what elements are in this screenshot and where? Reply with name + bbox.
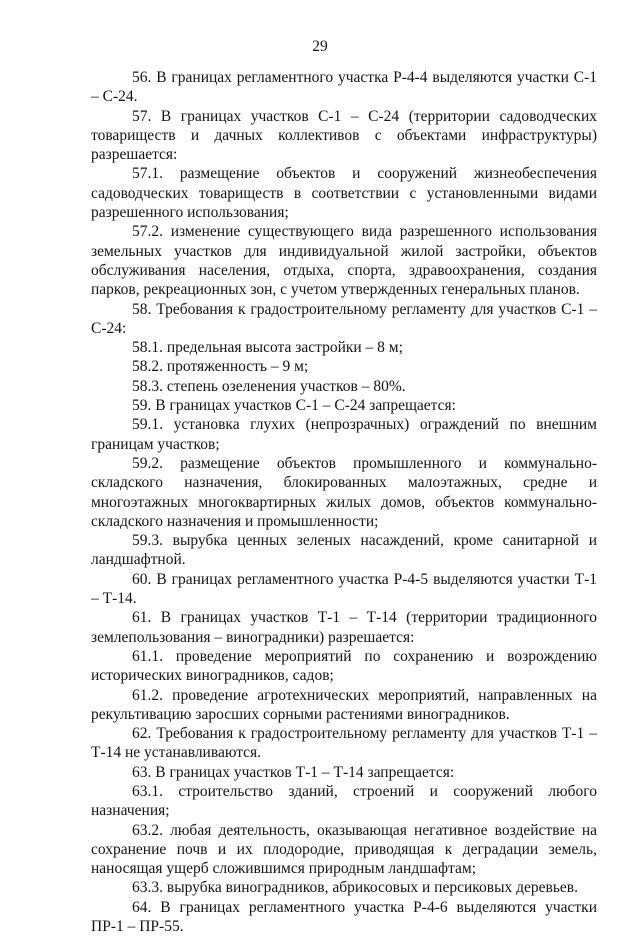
paragraph-61-1: 61.1. проведение мероприятий по сохранению и возрождению исторических виноградников, садов; (91, 647, 597, 685)
paragraph-63-2: 63.2. любая деятельность, оказывающая негативное воздействие на сохранение почв и их плодородие, приводящая к деградации земель, наносящая ущерб сложившимся природным ландшафтам; (91, 821, 597, 878)
paragraph-56: 56. В границах регламентного участка Р-4-4 выделяются участки С-1 – С-24. (91, 69, 597, 106)
paragraph-63-3: 63.3. вырубка виноградников, абрикосовых и персиковых деревьев. (132, 879, 578, 897)
paragraph-60: 60. В границах регламентного участка Р-4-5 выделяются участки Т-1 – Т-14. (91, 570, 597, 608)
paragraph-59-1: 59.1. установка глухих (непрозрачных) ограждений по внешним границам участков; (91, 416, 597, 453)
paragraph-57-2: 57.2. изменение существующего вида разрешенного использования земельных участков для индивидуальной жилой застройки, объектов обслуживания населения, отдыха, спорта, здравоохранения, создания парков, рекреационных зон, с учетом утвержденных генеральных планов. (91, 223, 597, 299)
paragraph-63: 63. В границах участков Т-1 – Т-14 запрещается: (132, 763, 455, 781)
paragraph-59: 59. В границах участков С-1 – С-24 запрещается: (132, 397, 456, 415)
paragraph-63-1: 63.1. строительство зданий, строений и сооружений любого назначения; (91, 782, 597, 820)
paragraph-59-2: 59.2. размещение объектов промышленного и коммунально-складского назначения, блокированных малоэтажных, средне и многоэтажных многоквартирных жилых домов, объектов коммунально-складского назначения и промышленности; (91, 454, 597, 530)
paragraph-59-3: 59.3. вырубка ценных зеленых насаждений, кроме санитарной и ландшафтной. (91, 532, 597, 569)
paragraph-58-2: 58.2. протяженность – 9 м; (132, 358, 309, 376)
paragraph-58-3: 58.3. степень озеленения участков – 80%. (132, 377, 406, 395)
paragraph-58: 58. Требования к градостроительному регламенту для участков С-1 – С-24: (91, 300, 597, 337)
paragraph-61: 61. В границах участков Т-1 – Т-14 (территории традиционного землепользования – виноградники) разрешается: (91, 609, 597, 646)
page-number: 29 (312, 38, 328, 55)
document-body (91, 68, 597, 936)
paragraph-57-1: 57.1. размещение объектов и сооружений жизнеобеспечения садоводческих товариществ в соответствии с установленными видами разрешенного использования; (91, 165, 597, 222)
paragraph-64: 64. В границах регламентного участка Р-4-6 выделяются участки ПР-1 – ПР-55. (91, 898, 597, 936)
paragraph-61-2: 61.2. проведение агротехнических мероприятий, направленных на рекультивацию заросших сорными растениями виноградников. (91, 686, 597, 723)
paragraph-62: 62. Требования к градостроительному регламенту для участков Т-1 – Т-14 не устанавливаются. (91, 725, 597, 762)
paragraph-57: 57. В границах участков С-1 – С-24 (территории садоводческих товариществ и дачных коллективов с объектами инфраструктуры) разрешается: (91, 107, 597, 164)
paragraph-58-1: 58.1. предельная высота застройки – 8 м; (132, 339, 403, 357)
